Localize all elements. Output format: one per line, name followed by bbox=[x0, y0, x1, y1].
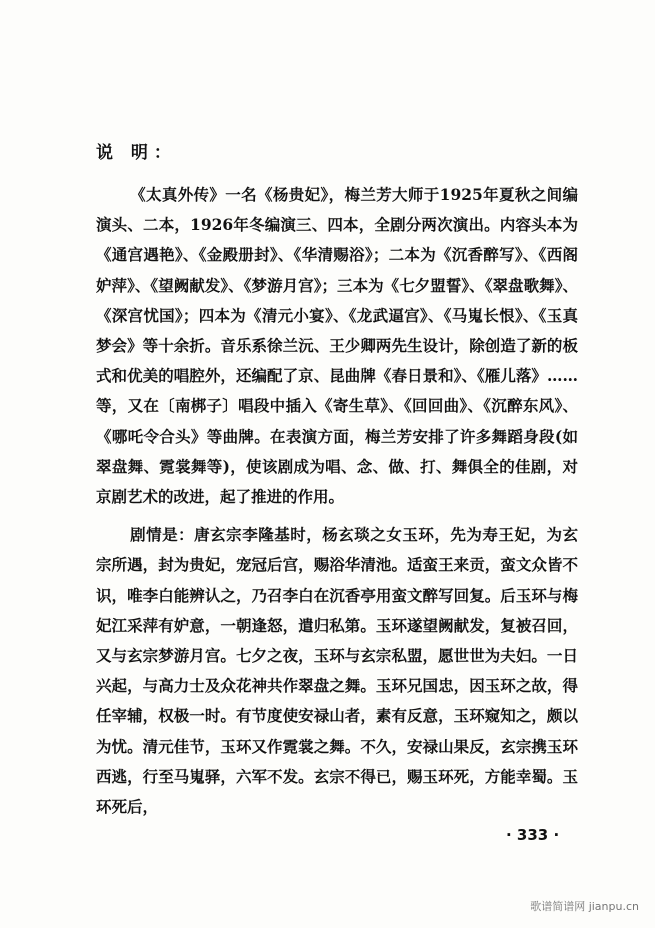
paragraph-plot: 剧情是：唐玄宗李隆基时，杨玄琰之女玉环，先为寿王妃，为玄宗所遇，封为贵妃，宠冠后宫，赐浴华清池。适蛮王来贡，蛮文众皆不识，唯李白能辨认之，乃召李白在沉香亭用蛮文醉写回复。后玉环与梅妃江采萍有妒意，一朝逢怒，遣归私第。玉环遂望阙献发，复被召回，又与玄宗梦游月宫。七夕之夜，玉环与玄宗私盟，愿世世为夫妇。一日兴起，与高力士及众花神共作翠盘之舞。玉环兄国忠，因玉环之故，得任宰辅，权极一时。有节度使安禄山者，素有反意，玉环窥知之，颇以为忧。清元佳节，玉环又作霓裳之舞。不久，安禄山果反，玄宗携玉环西逃，行至马嵬驿，六军不发。玄宗不得已，赐玉环死，方能幸蜀。玉环死后， bbox=[96, 525, 578, 817]
body-text bbox=[96, 180, 578, 830]
watermark-text: 歌谱简谱网 jianpu.cn bbox=[530, 900, 639, 913]
section-heading: 说 明： bbox=[96, 143, 177, 163]
page-number: · 333 · bbox=[506, 826, 560, 844]
paragraph-intro: 《太真外传》一名《杨贵妃》，梅兰芳大师于1925年夏秋之间编演头、二本，1926年冬编演三、四本，全剧分两次演出。内容头本为《通宫遇艳》、《金殿册封》、《华清赐浴》；二本为《沉香醉写》、《西阁妒萍》、《望阙献发》、《梦游月宫》；三本为《七夕盟誓》、《翠盘歌舞》、《深宫忧国》；四本为《清元小宴》、《龙武逼宫》、《马嵬长恨》、《玉真梦会》等十余折。音乐系徐兰沅、王少卿两先生设计，除创造了新的板式和优美的唱腔外，还编配了京、昆曲牌《春日景和》、《雁儿落》……等，又在〔南梆子〕唱段中插入《寄生草》、《回回曲》、《沉醉东风》、《哪吒令合头》等曲牌。在表演方面，梅兰芳安排了许多舞蹈身段(如翠盘舞、霓裳舞等)，使该剧成为唱、念、做、打、舞俱全的佳剧，对京剧艺术的改进，起了推进的作用。 bbox=[96, 185, 578, 507]
